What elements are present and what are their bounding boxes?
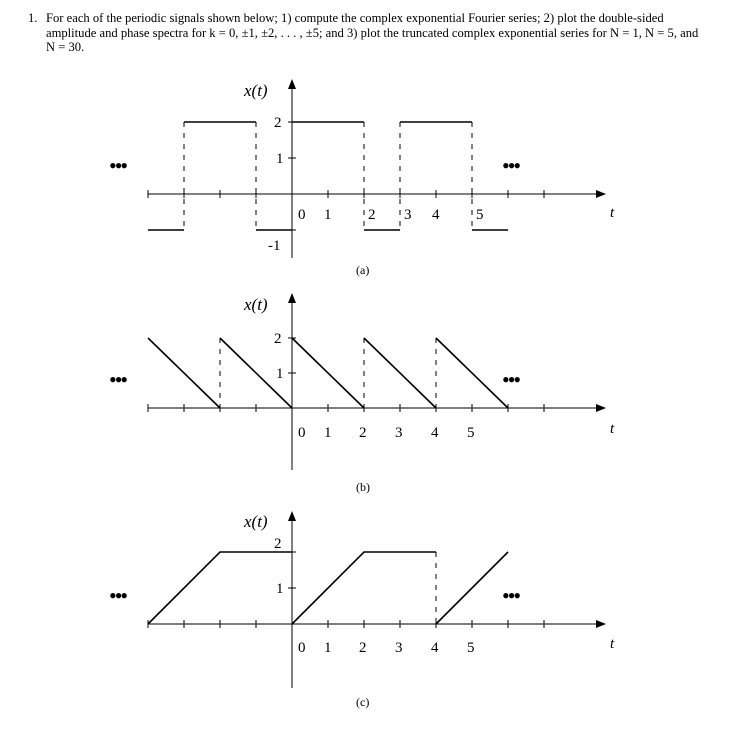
y-axis-label: x(t) — [244, 512, 268, 531]
ellipsis-right: ••• — [502, 367, 520, 392]
ellipsis-left: ••• — [109, 583, 127, 608]
x-tick-label: 4 — [431, 425, 439, 441]
x-axis-label: t — [610, 205, 615, 221]
x-tick-label: 0 — [298, 207, 306, 223]
y-tick-label: 1 — [276, 366, 284, 382]
trapezoid-wave — [148, 552, 508, 624]
x-tick-label: 1 — [324, 207, 332, 223]
x-tick-label: 1 — [324, 640, 332, 656]
figure-caption: (c) — [356, 695, 370, 709]
x-tick-label: 2 — [368, 207, 376, 223]
figure-caption: (a) — [356, 263, 370, 277]
x-tick-label: 2 — [359, 640, 367, 656]
ellipsis-left: ••• — [109, 153, 127, 178]
y-tick-label: 2 — [274, 115, 282, 131]
ellipsis-right: ••• — [502, 153, 520, 178]
x-axis-label: t — [610, 636, 615, 652]
x-tick-label: 5 — [467, 640, 475, 656]
figure-caption: (b) — [356, 480, 370, 494]
figure-b — [109, 294, 615, 494]
x-tick-label: 4 — [432, 207, 440, 223]
y-axis-label: x(t) — [244, 81, 268, 100]
x-tick-label: 3 — [404, 207, 412, 223]
figure-c — [109, 512, 615, 709]
x-tick-label: 3 — [395, 425, 403, 441]
y-tick-label: 1 — [276, 581, 284, 597]
x-tick-label: 1 — [324, 425, 332, 441]
x-tick-label: 5 — [476, 207, 484, 223]
sawtooth-wave — [148, 338, 508, 408]
x-tick-label: 3 — [395, 640, 403, 656]
x-tick-label: 0 — [298, 425, 306, 441]
x-tick-label: 2 — [359, 425, 367, 441]
y-tick-label: 2 — [274, 331, 282, 347]
x-tick-label: 4 — [431, 640, 439, 656]
x-tick-label: 5 — [467, 425, 475, 441]
figure-a — [109, 80, 615, 277]
y-tick-label: 1 — [276, 151, 284, 167]
ellipsis-right: ••• — [502, 583, 520, 608]
problem-text: For each of the periodic signals shown below; 1) compute the complex exponential Fourier series; 2) plot the double-sided amplitude and phase spectra for k = 0, ±1, ±2, . . . , ±5; and 3) plot the truncated complex exponential series for N = 1, N = 5, and N = 30. — [46, 11, 699, 54]
problem-number: 1. — [28, 11, 38, 25]
x-tick-label: 0 — [298, 640, 306, 656]
ellipsis-left: ••• — [109, 367, 127, 392]
y-tick-label: -1 — [268, 238, 281, 254]
x-axis-label: t — [610, 421, 615, 437]
y-tick-label: 2 — [274, 536, 282, 552]
y-axis-label: x(t) — [244, 295, 268, 314]
